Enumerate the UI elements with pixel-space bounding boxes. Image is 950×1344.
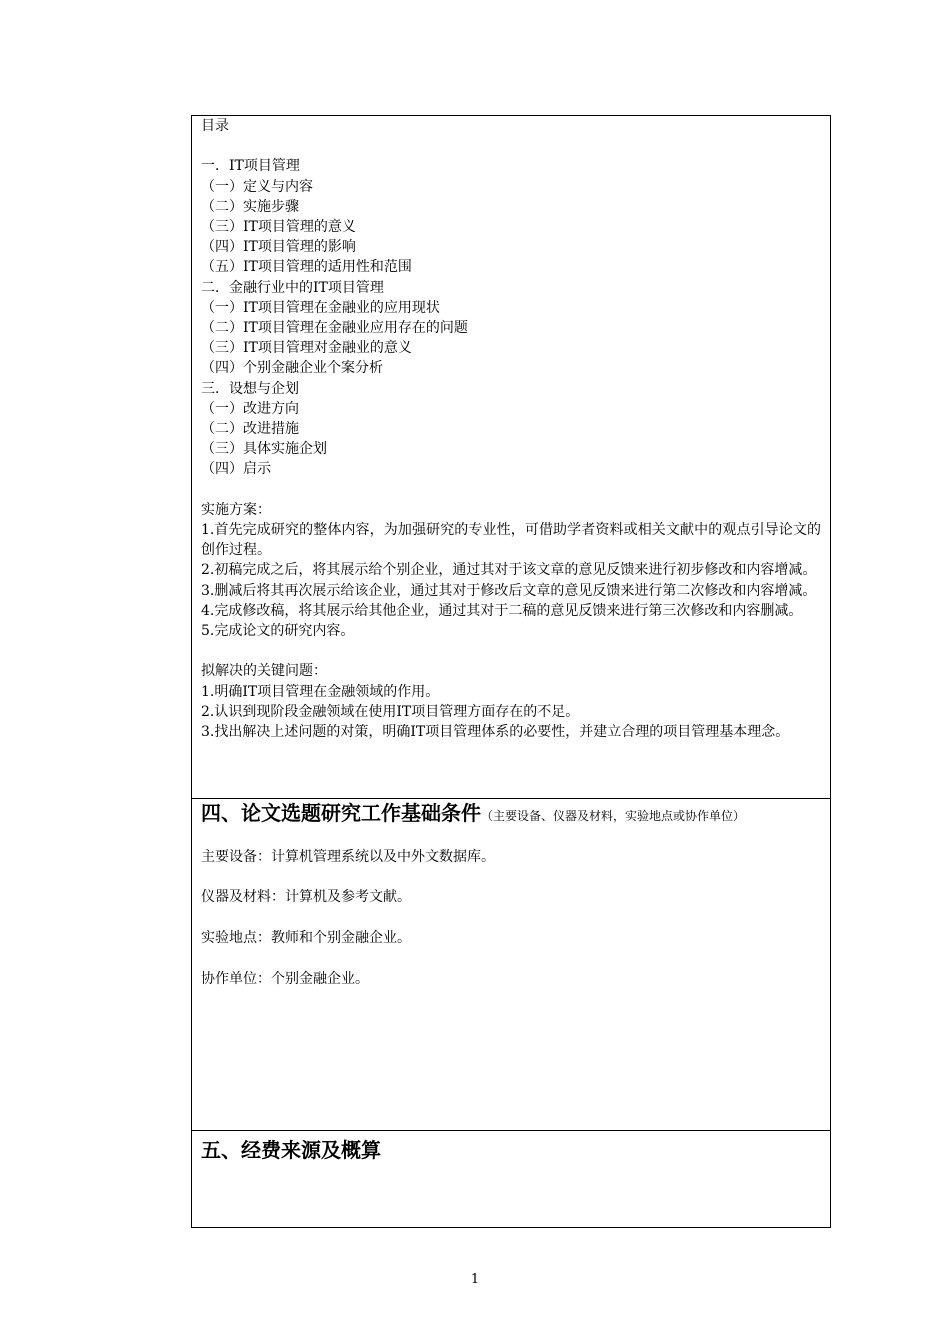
blank-line [201,907,821,928]
issue-item: 1.明确IT项目管理在金融领域的作用。 [201,683,440,700]
blank-line [201,641,821,661]
funding-cell [192,1130,830,1227]
toc-item: （四）启示 [201,461,271,478]
issue-item: 3.找出解决上述问题的对策，明确IT项目管理体系的必要性，并建立合理的项目管理基本理念。 [201,724,790,741]
plan-list [201,520,821,641]
toc-list [201,156,821,479]
blank-line [201,867,821,888]
blank-line [201,826,821,847]
blank-line [201,480,821,500]
section5-title: 五、经费来源及概算 [201,1138,381,1162]
plan-item: 4.完成修改稿，将其展示给其他企业，通过其对于二稿的意见反馈来进行第三次修改和内容删减。 [201,602,803,619]
form-table [191,115,831,1228]
toc-title: 目录 [201,118,229,134]
toc-item: （二）IT项目管理在金融业应用存在的问题 [201,320,468,337]
toc-item: 一．IT项目管理 [201,158,300,175]
toc-item: （一）定义与内容 [201,178,313,195]
toc-item: （三）IT项目管理的意义 [201,219,356,235]
issues-list [201,682,821,743]
blank-line [201,948,821,969]
toc-item: （四）个别金融企业个案分析 [201,360,383,377]
toc-item: （五）IT项目管理的适用性和范围 [201,259,412,276]
toc-item: （二）改进措施 [201,421,299,438]
research-conditions-cell [192,798,830,1130]
issues-title: 拟解决的关键问题： [201,663,327,680]
equipment-line: 主要设备：计算机管理系统以及中外文数据库。 [201,848,495,865]
toc-item: 三．设想与企划 [201,380,299,397]
section4-title: 四、论文选题研究工作基础条件 [201,801,481,825]
instruments-line: 仪器及材料：计算机及参考文献。 [201,889,411,906]
plan-title: 实施方案： [201,501,271,518]
toc-item: 二．金融行业中的IT项目管理 [201,279,384,296]
issue-item: 2.认识到现阶段金融领域在使用IT项目管理方面存在的不足。 [201,703,580,720]
toc-item: （一）改进方向 [201,400,299,417]
toc-item: （三）IT项目管理对金融业的意义 [201,340,412,357]
page-number: 1 [470,1272,480,1287]
contents-cell [192,116,830,798]
plan-item: 5.完成论文的研究内容。 [201,623,355,640]
plan-item: 3.删减后将其再次展示给该企业，通过其对于修改后文章的意见反馈来进行第二次修改和内容增减。 [201,582,817,599]
plan-item: 1.首先完成研究的整体内容，为加强研究的专业性，可借助学者资料或相关文献中的观点引导论文的创作过程。 [201,522,821,559]
toc-item: （四）IT项目管理的影响 [201,239,356,256]
section4-heading [201,800,821,826]
toc-item: （二）实施步骤 [201,198,299,215]
section4-note: （主要设备、仪器及材料，实验地点或协作单位） [481,809,746,823]
toc-item: （一）IT项目管理在金融业的应用现状 [201,299,440,316]
partner-line: 协作单位：个别金融企业。 [201,970,369,987]
plan-item: 2.初稿完成之后，将其展示给个别企业，通过其对于该文章的意见反馈来进行初步修改和内容增减。 [201,562,817,579]
location-line: 实验地点：教师和个别金融企业。 [201,929,411,946]
toc-item: （三）具体实施企划 [201,441,327,458]
blank-line [201,136,821,156]
